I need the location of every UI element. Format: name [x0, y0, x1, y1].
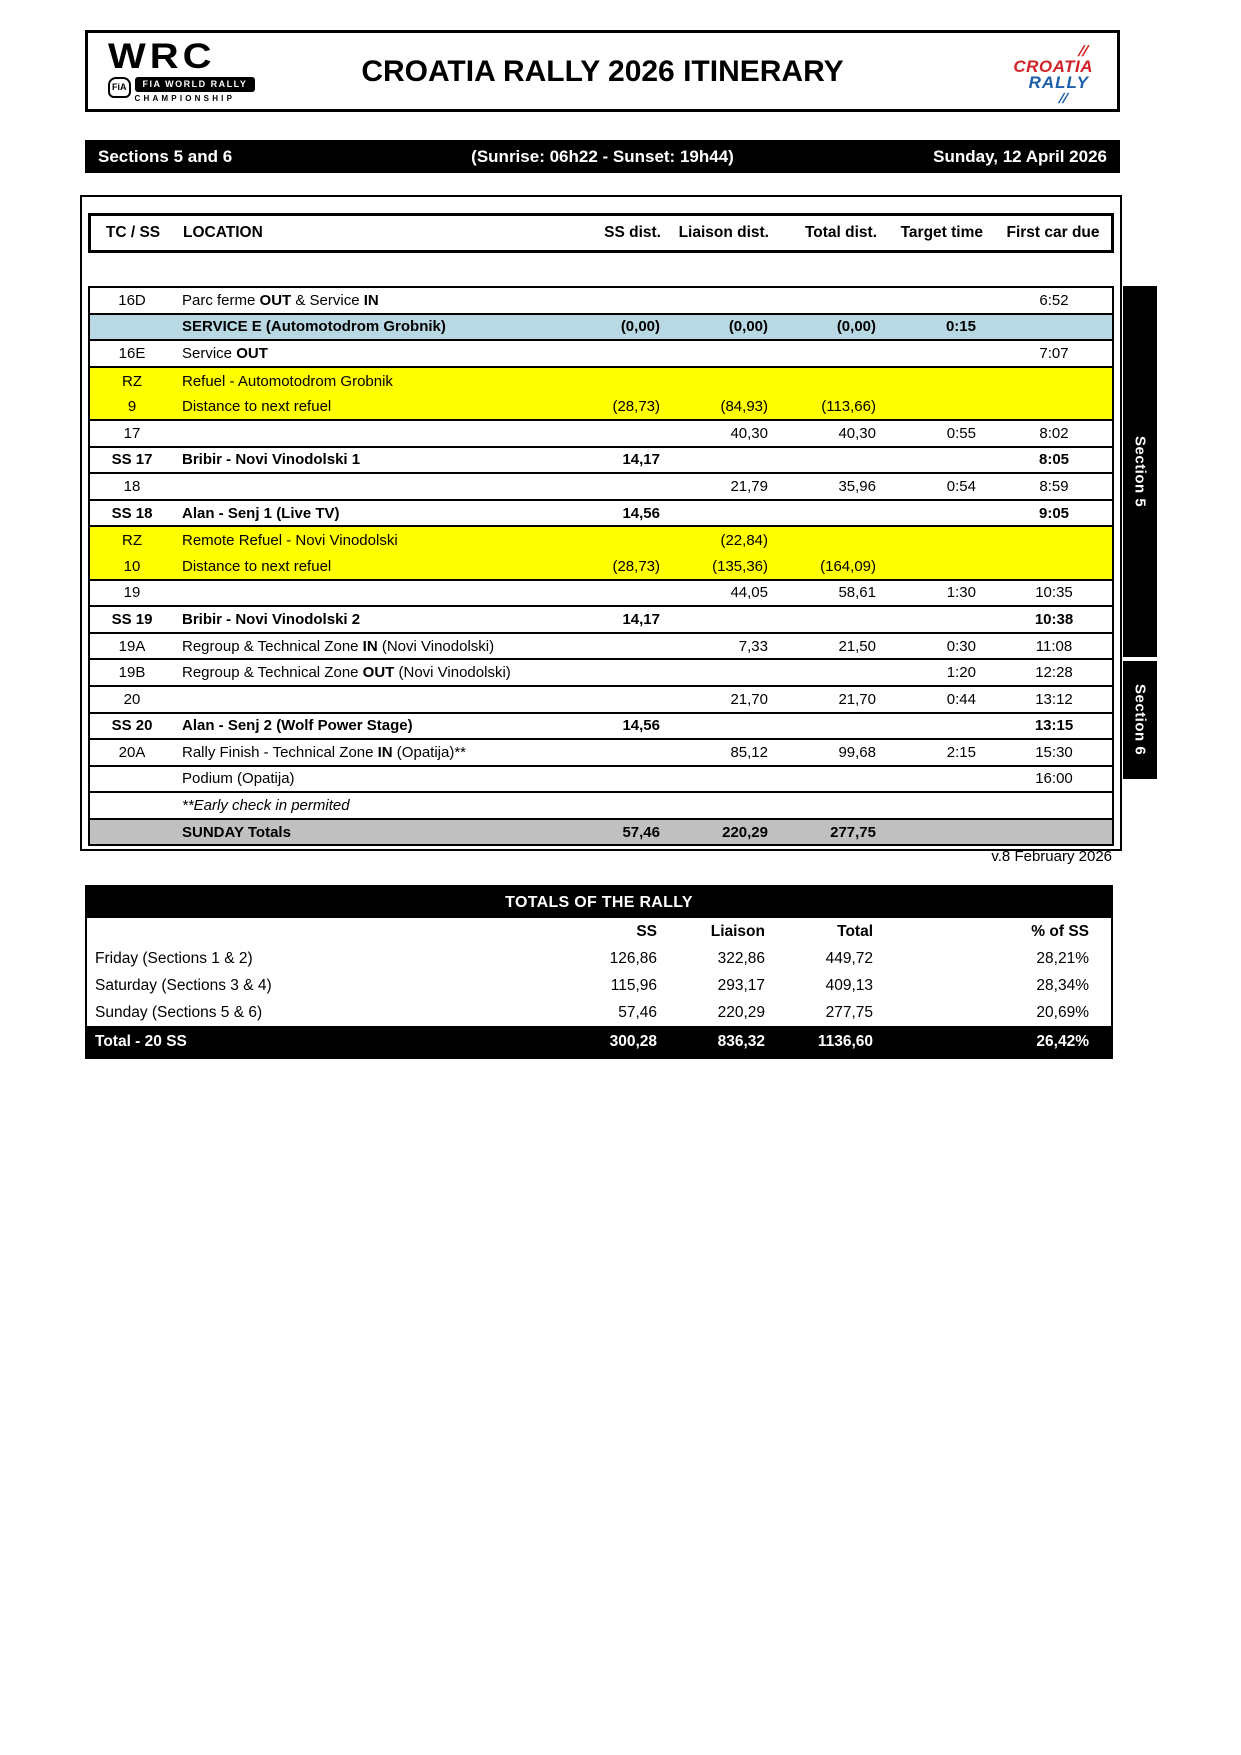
cell-due: 8:59	[1039, 477, 1069, 495]
cell-due: 12:28	[1035, 664, 1073, 682]
cell-total: 35,96	[838, 477, 876, 495]
cell-tc: 19	[123, 584, 141, 602]
itinerary-row	[90, 581, 1112, 608]
cell-due: 9:05	[1038, 504, 1070, 522]
cell-ss: 14,17	[622, 610, 660, 628]
cell-tc: RZ	[122, 372, 142, 390]
itinerary-row	[90, 315, 1112, 342]
cell-due: 13:15	[1034, 717, 1074, 735]
cell-liaison: (135,36)	[712, 557, 768, 575]
cell-ss: 14,56	[622, 717, 660, 735]
cell-due: 11:08	[1035, 637, 1073, 655]
cell-due: 16:00	[1035, 770, 1073, 788]
sunrise-sunset-label: (Sunrise: 06h22 - Sunset: 19h44)	[471, 146, 734, 166]
cell-ss: (0,00)	[620, 318, 660, 336]
cell-loc: Distance to next refuel	[182, 398, 332, 416]
column-header-first-car-due: First car due	[1006, 224, 1100, 241]
cell-total: 277,75	[830, 823, 876, 841]
itinerary-row	[90, 288, 1112, 315]
itinerary-row	[90, 421, 1112, 448]
totals-cell-pct: 20,69%	[1036, 1003, 1089, 1021]
cell-liaison: 21,79	[730, 477, 768, 495]
section-date-bar	[85, 140, 1120, 173]
itinerary-rows	[88, 286, 1114, 846]
cell-liaison: 44,05	[730, 584, 768, 602]
cell-total: 21,50	[838, 637, 876, 655]
cell-liaison: 7,33	[738, 637, 768, 655]
totals-table	[85, 885, 1113, 1059]
cell-total: (164,09)	[820, 557, 876, 575]
cell-tc: 16E	[118, 344, 146, 362]
totals-cell-total: 449,72	[825, 949, 873, 967]
cell-tc: SS 18	[111, 504, 153, 522]
cell-due: 6:52	[1039, 291, 1069, 309]
wrc-logo-text: WRC	[108, 37, 216, 76]
totals-header-ss: SS	[636, 922, 657, 940]
cell-loc: Regroup & Technical Zone OUT (Novi Vinodolski)	[182, 664, 511, 682]
cell-due: 7:07	[1039, 344, 1069, 362]
cell-tc: 18	[123, 477, 141, 495]
itinerary-row	[90, 448, 1112, 475]
totals-cell-liaison: 322,86	[717, 949, 765, 967]
section-6-tab: Section 6	[1123, 661, 1157, 779]
itinerary-row	[90, 767, 1112, 794]
grand-total-liaison: 836,32	[717, 1032, 765, 1050]
croatia-logo-slashes-icon: //	[1076, 43, 1089, 60]
cell-liaison: 220,29	[722, 823, 768, 841]
version-note: v.8 February 2026	[991, 848, 1112, 865]
document-header	[85, 30, 1120, 112]
cell-ss: 57,46	[622, 823, 660, 841]
cell-loc: Bribir - Novi Vinodolski 2	[182, 610, 361, 628]
totals-cell-label: Sunday (Sections 5 & 6)	[95, 1003, 263, 1021]
totals-cell-total: 277,75	[825, 1003, 873, 1021]
cell-due: 10:38	[1034, 610, 1074, 628]
cell-ss: (28,73)	[612, 398, 660, 416]
cell-due: 13:12	[1035, 690, 1073, 708]
itinerary-column-header	[88, 213, 1114, 253]
cell-tc: 10	[123, 557, 141, 575]
cell-loc: Refuel - Automotodrom Grobnik	[182, 372, 393, 390]
croatia-logo-slashes-icon: //	[1057, 89, 1069, 106]
totals-cell-ss: 115,96	[610, 976, 657, 994]
cell-due: 8:02	[1039, 424, 1069, 442]
cell-loc: **Early check in permited	[182, 797, 350, 815]
cell-loc: Distance to next refuel	[182, 557, 332, 575]
fia-badge-icon: FiA	[108, 77, 131, 98]
grand-total-ss: 300,28	[609, 1032, 657, 1050]
section-5-tab: Section 5	[1123, 286, 1157, 657]
cell-tc: RZ	[122, 532, 142, 550]
itinerary-row	[90, 394, 1112, 421]
cell-liaison: (84,93)	[720, 398, 768, 416]
grand-total-total: 1136,60	[817, 1032, 873, 1050]
wrc-series-label: FIA WORLD RALLY	[135, 77, 256, 92]
cell-loc: Podium (Opatija)	[182, 770, 295, 788]
cell-tc: 9	[127, 398, 137, 416]
column-header-tc-ss: TC / SS	[105, 224, 161, 241]
page-title: CROATIA RALLY 2026 ITINERARY	[361, 55, 844, 88]
totals-header-liaison: Liaison	[710, 922, 765, 940]
cell-loc: Rally Finish - Technical Zone IN (Opatija)**	[182, 743, 466, 761]
totals-row	[87, 972, 1111, 999]
cell-loc: Regroup & Technical Zone IN (Novi Vinodolski)	[182, 637, 495, 655]
itinerary-row	[90, 714, 1112, 741]
wrc-championship-label: CHAMPIONSHIP	[134, 94, 236, 103]
cell-total: 21,70	[838, 690, 876, 708]
totals-header-pct: % of SS	[1031, 922, 1089, 940]
cell-target: 0:44	[946, 690, 976, 708]
cell-due: 10:35	[1035, 584, 1073, 602]
sections-label: Sections 5 and 6	[98, 146, 233, 166]
totals-cell-label: Saturday (Sections 3 & 4)	[95, 976, 272, 994]
cell-due: 8:05	[1038, 451, 1070, 469]
totals-cell-total: 409,13	[825, 976, 873, 994]
cell-ss: 14,56	[622, 504, 660, 522]
column-header-total-dist: Total dist.	[804, 224, 877, 241]
itinerary-row	[90, 527, 1112, 554]
itinerary-table	[80, 195, 1122, 851]
totals-rows	[87, 945, 1111, 1026]
cell-loc: Service OUT	[182, 344, 268, 362]
itinerary-row	[90, 474, 1112, 501]
totals-header-total: Total	[837, 922, 873, 940]
totals-cell-pct: 28,34%	[1036, 976, 1089, 994]
itinerary-row	[90, 660, 1112, 687]
totals-row	[87, 999, 1111, 1026]
totals-cell-liaison: 293,17	[717, 976, 765, 994]
cell-ss: 14,17	[622, 451, 660, 469]
cell-due: 15:30	[1035, 743, 1073, 761]
cell-tc: 19B	[118, 664, 146, 682]
grand-total-pct: 26,42%	[1036, 1032, 1089, 1050]
totals-grand-total-row	[87, 1026, 1111, 1057]
cell-liaison: (22,84)	[720, 532, 768, 550]
totals-title: TOTALS OF THE RALLY	[87, 887, 1111, 918]
cell-tc: 17	[123, 424, 141, 442]
itinerary-row	[90, 820, 1112, 847]
cell-loc: SUNDAY Totals	[182, 823, 291, 841]
column-header-location: LOCATION	[183, 224, 263, 241]
totals-cell-pct: 28,21%	[1036, 949, 1089, 967]
itinerary-row	[90, 634, 1112, 661]
cell-tc: 20	[123, 690, 141, 708]
cell-tc: 16D	[118, 291, 146, 309]
croatia-rally-logo	[997, 45, 1093, 105]
totals-row	[87, 945, 1111, 972]
cell-tc: 19A	[118, 637, 146, 655]
cell-loc: Remote Refuel - Novi Vinodolski	[182, 532, 398, 550]
totals-cell-label: Friday (Sections 1 & 2)	[95, 949, 253, 967]
cell-total: (113,66)	[821, 398, 876, 416]
cell-liaison: 85,12	[730, 743, 768, 761]
cell-target: 0:15	[945, 318, 976, 336]
cell-tc: SS 17	[111, 451, 153, 469]
cell-target: 0:55	[946, 424, 976, 442]
itinerary-row	[90, 687, 1112, 714]
cell-liaison: (0,00)	[728, 318, 768, 336]
column-header-target-time: Target time	[900, 224, 983, 241]
cell-target: 2:15	[946, 743, 976, 761]
cell-total: 99,68	[838, 743, 876, 761]
column-header-ss-dist: SS dist.	[604, 224, 661, 241]
cell-target: 1:30	[946, 584, 976, 602]
cell-loc: Bribir - Novi Vinodolski 1	[182, 451, 361, 469]
cell-tc: SS 20	[111, 717, 153, 735]
column-header-liaison-dist: Liaison dist.	[678, 224, 769, 241]
itinerary-row	[90, 554, 1112, 581]
cell-target: 0:54	[946, 477, 976, 495]
totals-cell-liaison: 220,29	[717, 1003, 765, 1021]
grand-total-label: Total - 20 SS	[95, 1032, 187, 1050]
totals-cell-ss: 126,86	[609, 949, 657, 967]
itinerary-row	[90, 501, 1112, 528]
itinerary-row	[90, 368, 1112, 395]
cell-loc: SERVICE E (Automotodrom Grobnik)	[182, 318, 446, 336]
cell-total: 58,61	[838, 584, 876, 602]
cell-total: 40,30	[838, 424, 876, 442]
cell-loc: Parc ferme OUT & Service IN	[182, 291, 379, 309]
itinerary-row	[90, 607, 1112, 634]
itinerary-row	[90, 793, 1112, 820]
cell-ss: (28,73)	[612, 557, 660, 575]
cell-tc: 20A	[118, 743, 146, 761]
croatia-logo-croatia: CROATIA	[1013, 57, 1093, 77]
cell-tc: SS 19	[111, 610, 153, 628]
cell-loc: Alan - Senj 2 (Wolf Power Stage)	[182, 717, 413, 735]
cell-total: (0,00)	[836, 318, 876, 336]
totals-column-header	[87, 918, 1111, 945]
cell-target: 0:30	[946, 637, 976, 655]
cell-loc: Alan - Senj 1 (Live TV)	[182, 504, 340, 522]
cell-target: 1:20	[946, 664, 976, 682]
totals-cell-ss: 57,46	[618, 1003, 657, 1021]
cell-liaison: 21,70	[730, 690, 768, 708]
itinerary-row	[90, 341, 1112, 368]
croatia-logo-rally: RALLY	[1028, 73, 1089, 93]
date-label: Sunday, 12 April 2026	[933, 146, 1107, 166]
itinerary-row	[90, 740, 1112, 767]
cell-liaison: 40,30	[730, 424, 768, 442]
